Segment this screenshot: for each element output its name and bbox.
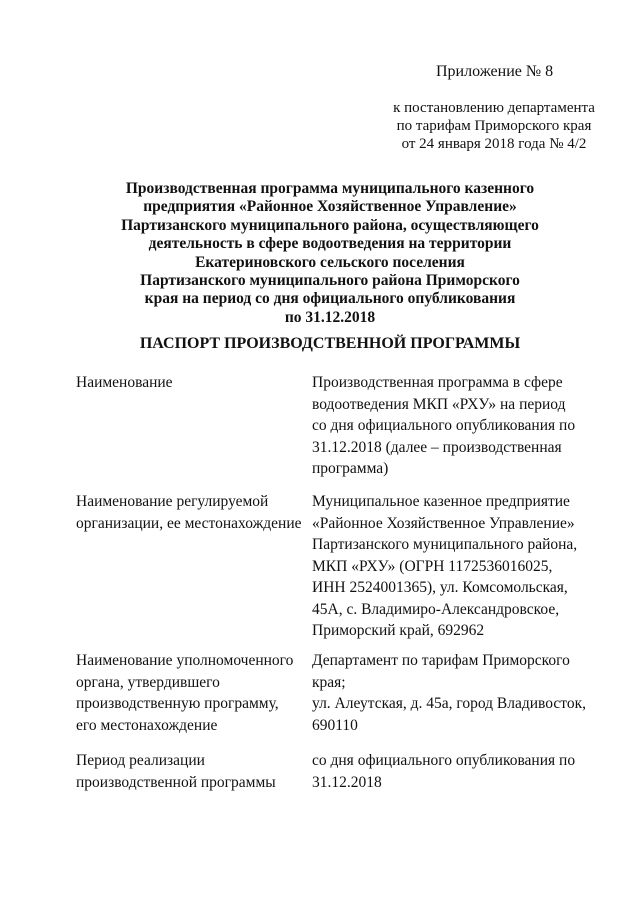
- passport-value-line: 690110: [312, 716, 358, 734]
- passport-label-line: Наименование: [76, 374, 173, 391]
- document-title-line: Производственная программа муниципального казенного: [125, 180, 535, 197]
- passport-label-line: органа, утвердившего: [76, 673, 220, 691]
- appendix-reference-line: от 24 января 2018 года № 4/2: [401, 136, 587, 152]
- passport-row-label: [76, 372, 304, 394]
- passport-value-line: ул. Алеутская, д. 45а, город Владивосток,: [312, 695, 587, 712]
- passport-value-line: Приморский край, 692962: [312, 622, 485, 639]
- appendix-reference-line: по тарифам Приморского края: [396, 118, 592, 134]
- passport-value-line: Муниципальное казенное предприятие: [312, 493, 570, 510]
- passport-value-line: ИНН 2524001365), ул. Комсомольская,: [312, 579, 568, 596]
- passport-value-line: «Районное Хозяйственное Управление»: [312, 514, 575, 532]
- passport-heading: ПАСПОРТ ПРОИЗВОДСТВЕННОЙ ПРОГРАММЫ: [139, 335, 521, 352]
- passport-row-value: [312, 750, 612, 793]
- document-title: [90, 180, 570, 327]
- passport-label-line: производственной программы: [76, 773, 276, 791]
- passport-label-line: Период реализации: [76, 752, 205, 769]
- document-title-line: Партизанского муниципального района Приморского: [140, 272, 520, 290]
- passport-value-line: Партизанского муниципального района,: [312, 536, 578, 553]
- passport-value-line: Департамент по тарифам Приморского: [312, 652, 570, 669]
- passport-value-line: 45А, с. Владимиро-Александровское,: [312, 600, 560, 618]
- appendix-reference: [384, 99, 604, 153]
- passport-value-line: 31.12.2018 (далее – производственная: [312, 438, 562, 456]
- passport-value-line: со дня официального опубликования по: [312, 417, 576, 434]
- passport-value-line: края;: [312, 673, 346, 691]
- passport-row-label: [76, 491, 304, 534]
- passport-value-line: 31.12.2018: [312, 773, 382, 791]
- appendix-number: Приложение № 8: [436, 63, 554, 80]
- passport-label-line: организации, ее местонахождение: [76, 514, 302, 532]
- passport-label-line: его местонахождение: [76, 716, 218, 734]
- document-title-line: Екатериновского сельского поселения: [195, 253, 465, 271]
- document-title-line: деятельность в сфере водоотведения на территории: [148, 235, 512, 253]
- passport-label-line: производственную программу,: [76, 695, 279, 712]
- document-title-line: Партизанского муниципального района, осуществляющего: [121, 216, 539, 234]
- passport-row-value: [312, 491, 612, 642]
- appendix-reference-line: к постановлению департамента: [393, 100, 595, 116]
- document-title-line: края на период со дня официального опубликования: [144, 290, 516, 308]
- passport-label-line: Наименование уполномоченного: [76, 652, 294, 669]
- passport-value-line: со дня официального опубликования по: [312, 752, 576, 769]
- passport-value-line: Производственная программа в сфере: [312, 374, 563, 391]
- passport-value-line: водоотведения МКП «РХУ» на период: [312, 395, 566, 413]
- passport-label-line: Наименование регулируемой: [76, 493, 269, 510]
- passport-row-label: [76, 750, 304, 793]
- passport-row-value: [312, 650, 612, 736]
- passport-row-value: [312, 372, 612, 480]
- passport-row-label: [76, 650, 304, 736]
- passport-value-line: МКП «РХУ» (ОГРН 1172536016025,: [312, 557, 553, 575]
- document-title-line: предприятия «Районное Хозяйственное Управление»: [143, 198, 517, 216]
- passport-value-line: программа): [312, 460, 389, 477]
- document-title-line: по 31.12.2018: [284, 308, 376, 326]
